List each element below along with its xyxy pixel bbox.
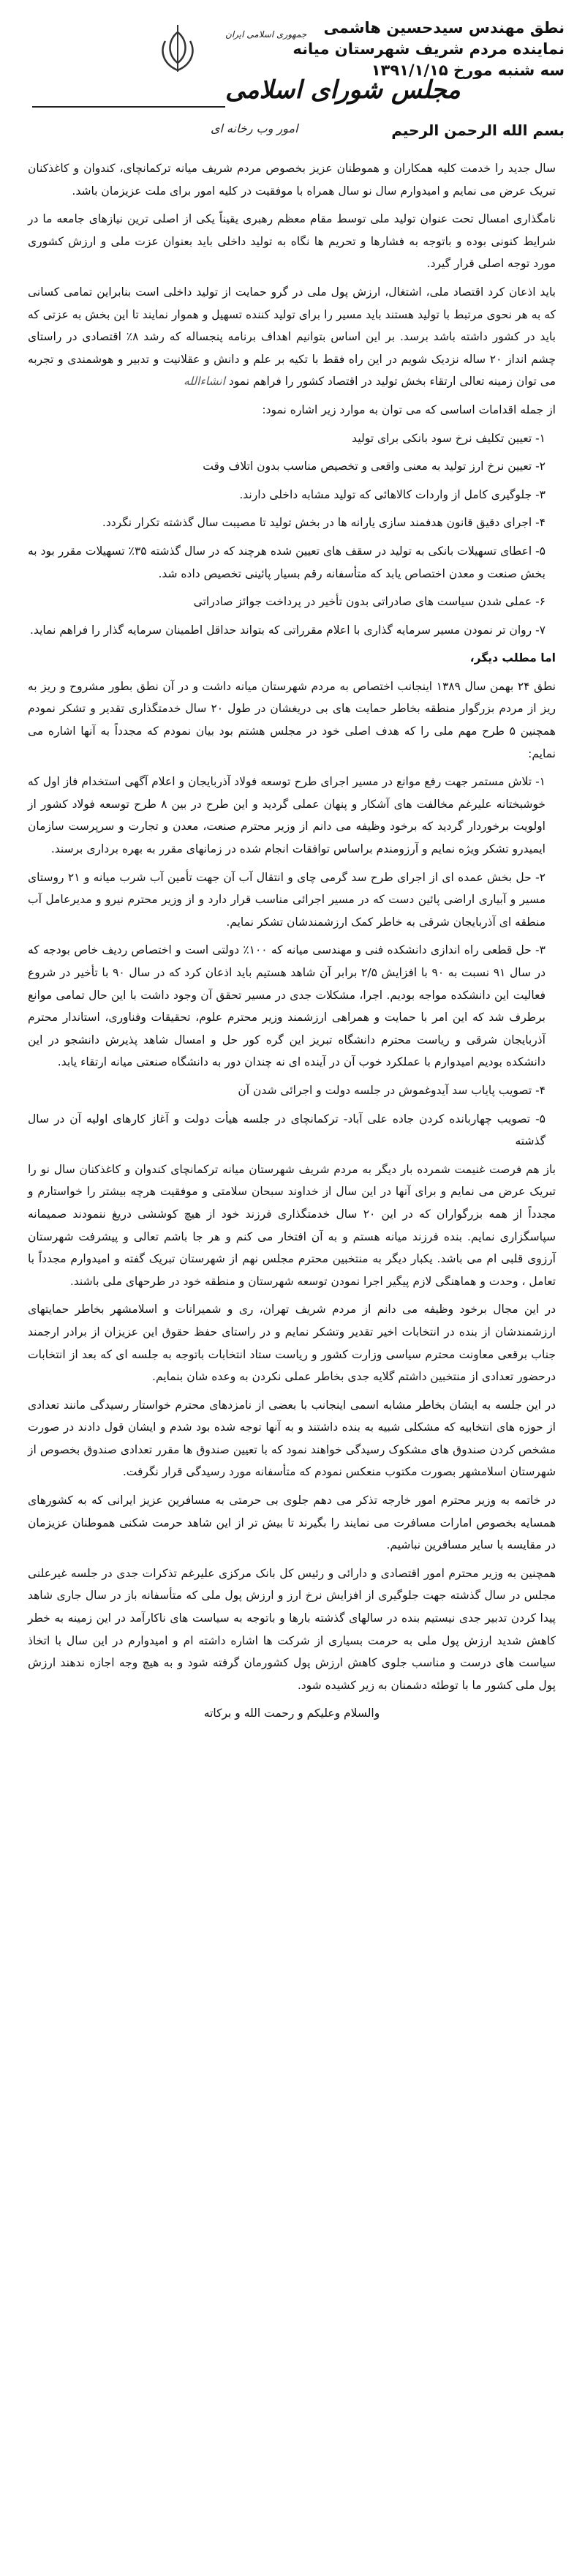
paragraph-election-complaint: در این جلسه به ایشان بخاطر مشابه اسمی اینجانب با بعضی از نامزدهای محترم خواستار رسیدگی مانند تعدادی از حوزه های انتخابیه که مشکلی شبیه به بنده داشتند و به آنها توجه شده بود شدم و ایشان قول دادند در صورت مشخص کردن صندوق های مشکوک رسیدگی خواهند نمود که با تعیین صندوق ها مقرر تعدادی صندوق بخصوص از شهرستان اسلامشهر بصورت مکتوب منعکس نمودم که متأسفانه مورد رسیدگی قرار نگرفت. xyxy=(28,1398,556,1479)
paragraph-economy-text: باید اذعان کرد اقتصاد ملی، اشتغال، ارزش پول ملی در گرو حمایت از تولید داخلی است بنابراین تمامی کسانی که به هر نحوی مرتبط با تولید هستند باید مسیر را برای تولید کننده تسهیل و هموار نمایند تا این بخش به عزتی که باید در کشور داشته باشد برسد. بر این اساس بتوانیم اهداف برنامه پنجساله که رشد ۸٪ اقتصادی در راستای چشم انداز ۲۰ ساله نزدیک شویم در این راه فقط با تکیه بر علم و دانش و عقلانیت و تدبیر و هوشمندی و تجربه می توان زمینه تعالی ارتقاء بخش تولید در اقتصاد کشور را فراهم نمود xyxy=(28,285,556,389)
speaker-name: نطق مهندس سیدحسین هاشمی xyxy=(323,19,565,37)
letterhead xyxy=(20,12,565,139)
emblem-line-1: جمهوری اسلامی ایران xyxy=(225,29,307,40)
list-item-6: ۶- عملی شدن سیاست های صادراتی بدون تأخیر در پرداخت جوائز صادراتی xyxy=(193,595,546,609)
basmala: بسم الله الرحمن الرحیم xyxy=(391,121,565,139)
list-item-5: ۵- اعطای تسهیلات بانکی به تولید در سقف های تعیین شده هرچند که در سال گذشته ۳۵٪ تسهیلات مقرر بود به بخش صنعت و معدن اختصاص یابد که متأسفانه رقم بسیار پائینی تخصیص داده شد. xyxy=(28,544,546,580)
list-item-3: ۳- جلوگیری کامل از واردات کالاهائی که تولید مشابه داخلی دارند. xyxy=(239,487,546,501)
paragraph-previous-speech: نطق ۲۴ بهمن سال ۱۳۸۹ اینجانب اختصاص به مردم شهرستان میانه داشت و در آن نطق بطور مشروح و ریز به ریز از مردم بزرگوار منطقه بخاطر حمایت های بی دریغشان در طول ۲۰ سال خدمتگذاری تقدیر و تشکر نمودم همچنین ۵ طرح مهم ملی را که هدف اصلی خود در مجلس هشتم بود بیان نمودم که مجدداً به آنها اشاره می نمایم: xyxy=(28,679,556,760)
paragraph-greeting: سال جدید را خدمت کلیه همکاران و هموطنان عزیز بخصوص مردم شریف میانه ترکمانچای، کندوان و کاغذکنان تبریک عرض می نمایم و امیدوارم سال نو سال همراه با موفقیت در کلیه امور برای ملت عزیزمان باشد. xyxy=(28,162,556,198)
emblem-line-2: مجلس شورای اسلامی xyxy=(225,75,461,105)
iran-emblem-icon xyxy=(163,25,193,72)
project-item-5: ۵- تصویب چهاربانده کردن جاده علی آباد- ترکمانچای در جلسه هیأت دولت و آغاز کارهای اولیه آن در سال گذشته xyxy=(28,1112,546,1148)
list-item-7: ۷- روان تر نمودن مسیر سرمایه گذاری با اعلام مقرراتی که بتواند حداقل اطمینان سرمایه گذار را فراهم نماید. xyxy=(30,623,546,637)
paragraph-economy xyxy=(28,281,556,393)
project-item-1: ۱- تلاش مستمر جهت رفع موانع در مسیر اجرای طرح توسعه فولاد آذربایجان و اعلام آگهی استخدام فاز اول که خوشبختانه علیرغم مخالفت های آشکار و پنهان عملی گردید و این طرح در بین ۸ طرح توسعه فولاد کشور از اولویت برخوردار گردید که برخود وظیفه می دانم از وزیر محترم صنعت، معدن و تجارت و سرپرست سازمان ایمیدرو تشکر ویژه نمایم و آرزومندم براساس توافقات انجام شده در زمانهای مقرر به بهره برداری برسند. xyxy=(28,775,546,856)
section-title: اما مطلب دیگر، xyxy=(469,651,556,665)
speech-body xyxy=(28,157,556,1731)
list-item-2: ۲- تعیین نرخ ارز تولید به معنی واقعی و تخصیص مناسب بدون اتلاف وقت xyxy=(203,460,546,473)
project-item-3: ۳- حل قطعی راه اندازی دانشکده فنی و مهندسی میانه که ۱۰۰٪ دولتی است و اختصاص ردیف خاص بودجه که در سال ۹۱ نسبت به ۹۰ با افزایش ۲/۵ برابر آن شاهد هستیم باید اذعان کرد که در سال ۹۰ با تأخیر در شروع فعالیت این دانشکده مواجه بودیم. اجرا، مشکلات جدی در مسیر تحقق آن وجود داشت با این حال تمامی موانع برطرف شد که این امر با حمایت و همراهی ارزشمند وزیر محترم علوم، تحقیقات وفناوری، استاندار محترم آذربایجان شرقی و ریاست محترم دانشگاه تبریز این گره کور حل و امسال شاهد پذیرش دانشجو در این دانشکده بودیم امیدوارم با عملکرد خوب آن در آینده ای نه چندان دور به دانشگاه صنعتی میانه ارتقاء یابد. xyxy=(28,943,546,1069)
list-item-4: ۴- اجرای دقیق قانون هدفمند سازی یارانه ها در بخش تولید تا مصیبت سال گذشته تکرار نگردد. xyxy=(102,516,546,530)
paragraph-thanks-constituents: باز هم فرصت غنیمت شمرده بار دیگر به مردم شریف شهرستان میانه ترکمانچای کندوان و کاغذکنان سال نو را تبریک عرض می نمایم و برای آنها در این سال از خداوند سبحان سلامتی و موفقیت هرچه بیشتر را خواستارم و مجدداً از همه بزرگواران که در این ۲۰ سال خدمتگذاری فرزند خود از هیچ کوششی دریغ ننمودند صمیمانه سپاسگزاری نمایم. بنده فرزند میانه هستم و به آن افتخار می کنم و هر جا باشم تعالی و پیشرفت شهرستان آرزوی قلبی ام می باشد. یکبار دیگر به منتخبین محترم مجلس نهم از شهرستان تبریک گفته و امیدوارم مجدداً با تعامل ، وحدت و هماهنگی لازم پیگیر اجرا نمودن توسعه شهرستان و منطقه خود در طرحهای ملی باشند. xyxy=(28,1162,556,1288)
signoff: والسلام وعلیکم و رحمت الله و برکاته xyxy=(203,1707,380,1721)
project-item-2: ۲- حل بخش عمده ای از اجرای طرح سد گرمی چای و انتقال آب آن جهت تأمین آب شرب میانه و ۲۱ روستای مسیر و آبیاری اراضی پائین دست که در مسیر اجرائی مناسب قرار دارد و از وزیر محترم نیرو و مدیرعامل آب منطقه ای آذربایجان شرقی به خاطر کمک ارزشمندشان تشکر نمایم. xyxy=(28,870,546,929)
emblem-line-3: امور وب رخانه ای xyxy=(211,121,298,135)
paragraph-national-production: نامگذاری امسال تحت عنوان تولید ملی توسط مقام معظم رهبری یقیناً یکی از اصلی ترین نیازهای جامعه ما در شرایط کنونی بوده و باتوجه به فشارها و تحریم ها نگاه به تولید داخلی باید بعنوان عزت ملی و ارزش کشوری مورد توجه اصلی قرار گیرد. xyxy=(28,212,556,271)
speech-title xyxy=(214,18,565,81)
list-intro: از جمله اقدامات اساسی که می توان به موارد زیر اشاره نمود: xyxy=(262,402,556,416)
project-item-4: ۴- تصویب پایاب سد آیدوغموش در جلسه دولت و اجرائی شدن آن xyxy=(238,1083,546,1097)
paragraph-economy-warning: همچنین به وزیر محترم امور اقتصادی و دارائی و رئیس کل بانک مرکزی علیرغم تذکرات جدی در جلسه غیرعلنی مجلس در سال گذشته جهت جلوگیری از افزایش نرخ ارز و ارزش پول ملی که متأسفانه باز در سال جاری شاهد پیدا کردن تدبیر جدی نیستیم بنده در سالهای گذشته بارها و باتوجه به سیاست های ناکارآمد در این زمینه به خطر کاهش شدید ارزش پول ملی به حرمت بسیاری از شرکت ها اشاره داشته ام و امیدوارم در این سال با اتخاذ سیاست های درست و مناسب جلوی کاهش ارزش پول کشورمان گرفته شود و به هیچ وجه اجازه ندهند ارزش پول ملی کشور ما با توطئه دشمنان به زیر کشیده شود. xyxy=(28,1566,556,1692)
paragraph-foreign-affairs: در خاتمه به وزیر محترم امور خارجه تذکر می دهم جلوی بی حرمتی به مسافرین عزیز ایرانی که به کشورهای همسایه بخصوص امارات مسافرت می نمایند را بگیرند تا بیش تر از این شاهد حرمت شکنی هموطنان عزیزمان در مقایسه با سایر مسافرین نباشیم. xyxy=(28,1494,556,1552)
speech-date: سه شنبه مورخ ۱۳۹۱/۱/۱۵ xyxy=(371,61,565,79)
list-item-1: ۱- تعیین تکلیف نرخ سود بانکی برای تولید xyxy=(352,431,546,445)
paragraph-tehran-election: در این مجال برخود وظیفه می دانم از مردم شریف تهران، ری و شمیرانات و اسلامشهر بخاطر حمایتهای ارزشمندشان از بنده در انتخابات اخیر تقدیر وتشکر نمایم و در راستای حفظ حقوق این عزیزان از برادر ارجمند جناب برقعی معاونت محترم سیاسی وزارت کشور و ریاست ستاد انتخابات باتوجه به جلسه ای که بعد از انتخابات درحضور تعدادی از منتخبین داشتم گلایه جدی بخاطر عملی نکردن به وعده شان بنمایم. xyxy=(28,1303,556,1384)
handwritten-note: انشاءالله xyxy=(183,375,225,389)
speaker-role: نماینده مردم شریف شهرستان میانه xyxy=(292,40,565,58)
